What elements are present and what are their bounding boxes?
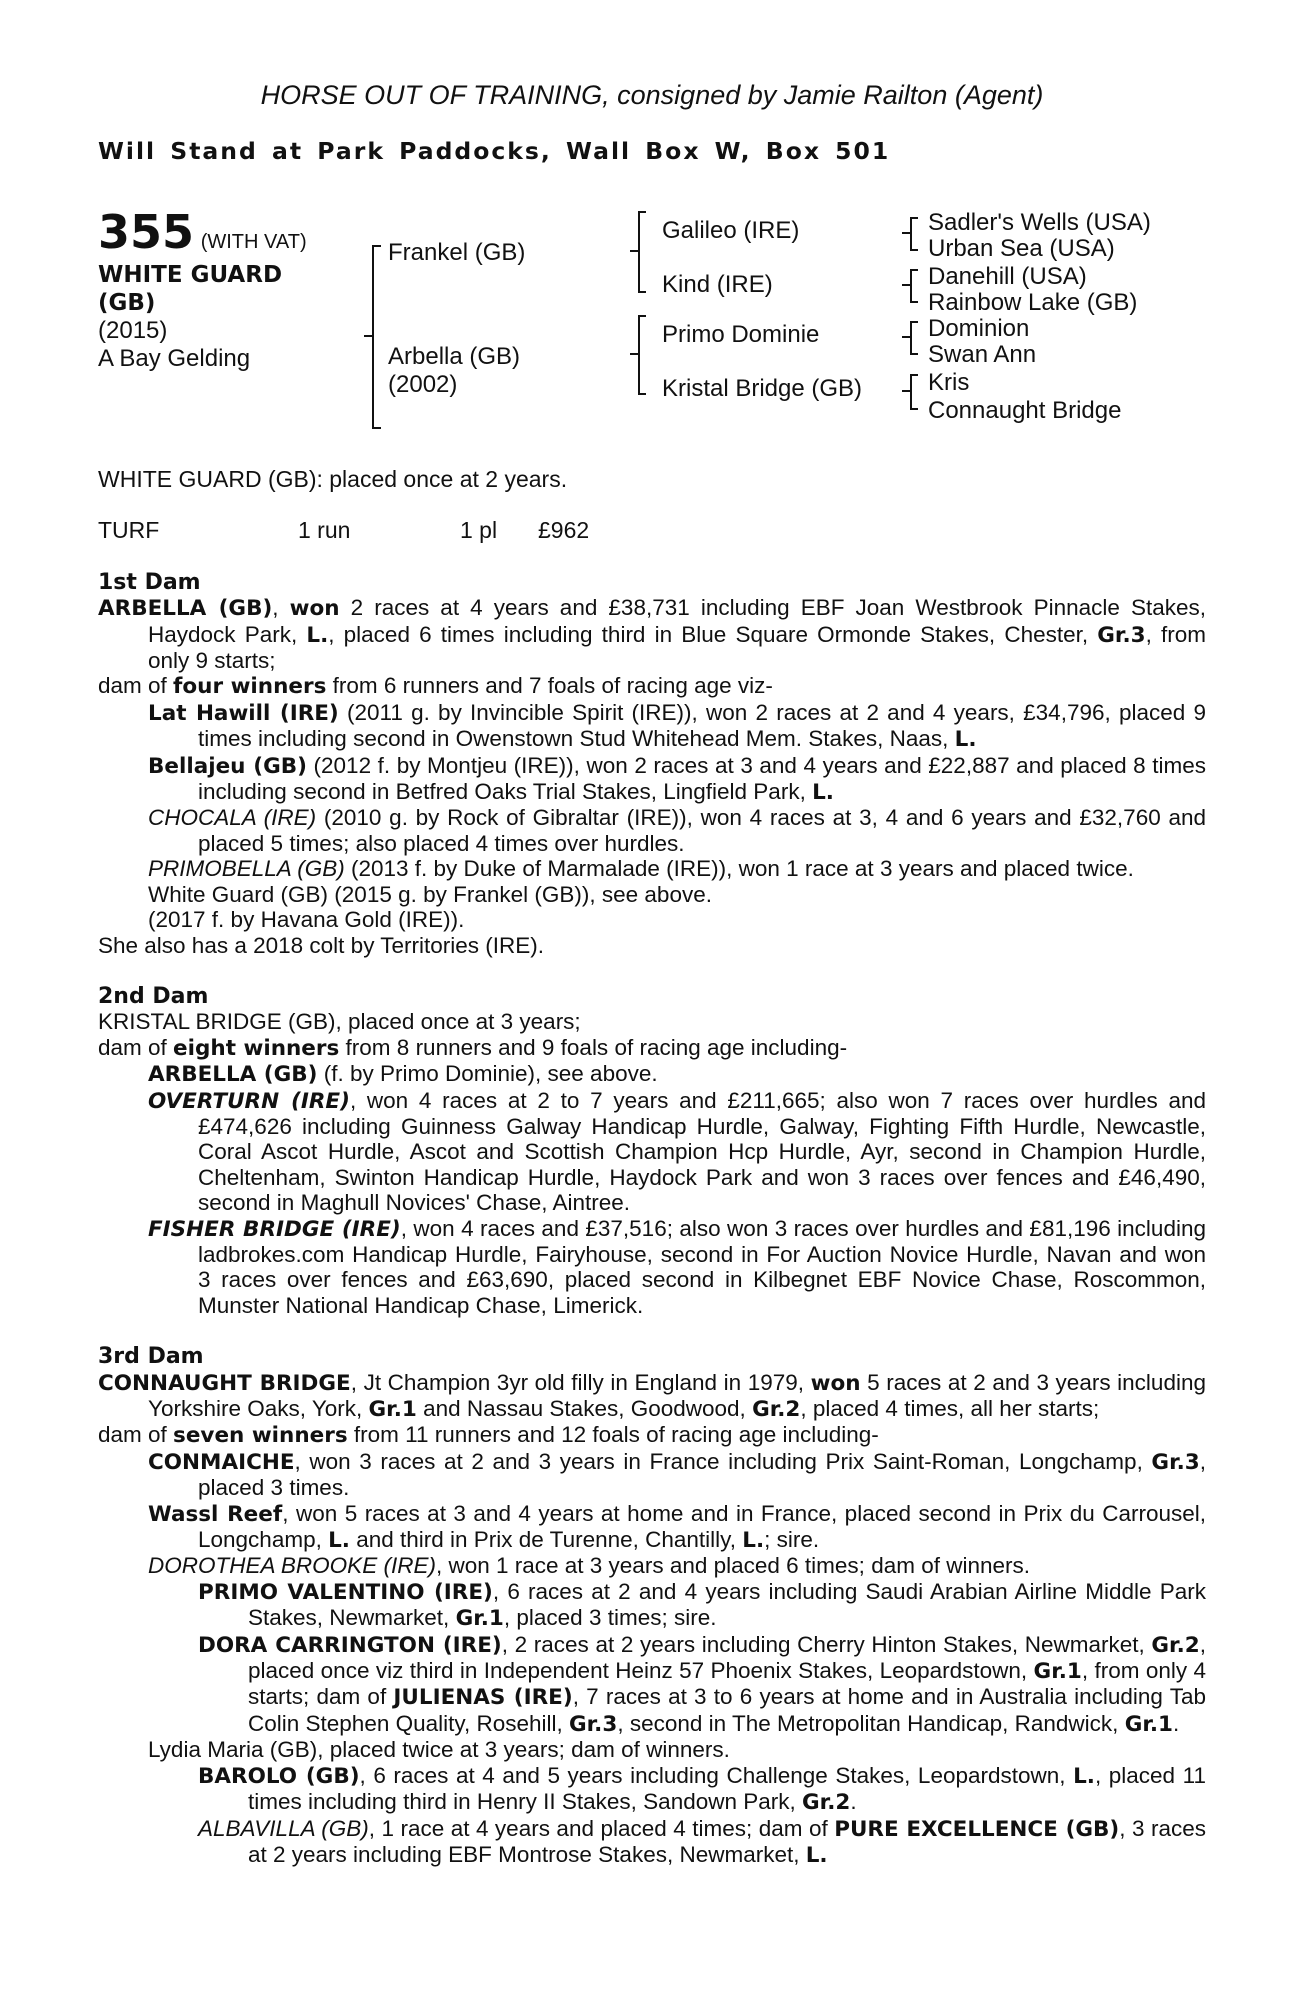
produce-entry (98, 1449, 1206, 1501)
text-run: (2013 f. by Duke of Marmalade (IRE)), won 1 race at 3 years and placed twice. (344, 856, 1134, 882)
stand-location: Will Stand at Park Paddocks, Wall Box W, Box 501 (98, 137, 891, 165)
text-run: , placed 6 times including third in Blue Square Ormonde Stakes, Chester, (328, 621, 1098, 647)
emphasis-text: Gr.3 (1097, 622, 1146, 648)
emphasis-text: DORA CARRINGTON (IRE) (198, 1632, 502, 1658)
text-run: from 6 runners and 7 foals of racing age viz- (326, 673, 773, 699)
emphasis-text: won (810, 1370, 861, 1396)
produce-entry (98, 1553, 1206, 1578)
emphasis-text: L. (812, 780, 834, 806)
record-runs: 1 run (298, 517, 351, 544)
emphasis-text: ARBELLA (GB) (148, 1062, 318, 1088)
emphasis-text: L. (1073, 1763, 1095, 1789)
text-run: and third in Prix de Turenne, Chantilly, (349, 1527, 743, 1553)
text-run: , from only 9 starts; (148, 621, 1206, 674)
emphasis-text: PRIMO VALENTINO (IRE) (198, 1579, 493, 1605)
emphasis-text: Gr.2 (802, 1790, 851, 1816)
text-run: . (1173, 1710, 1180, 1736)
parents-bracket (372, 245, 381, 429)
ggp-urban-sea: Urban Sea (USA) (928, 235, 1115, 262)
sire-parents-bracket-point (630, 250, 638, 252)
text-run: She also has a 2018 colt by Territories (IRE). (98, 932, 545, 958)
text-run: KRISTAL BRIDGE (GB), placed once at 3 years; (98, 1009, 581, 1035)
ggp-connaught-bridge: Connaught Bridge (928, 397, 1122, 424)
race-record (98, 518, 1206, 543)
emphasis-text: CONMAICHE (148, 1449, 295, 1475)
second-dam-record (98, 1009, 1206, 1034)
dam-parents-bracket-point (630, 353, 638, 355)
bracket-ss (910, 217, 918, 251)
produce-entry (98, 1579, 1206, 1632)
consignment-title: HORSE OUT OF TRAINING, consigned by Jamie Railton (Agent) (260, 80, 1044, 110)
produce-entry (98, 700, 1206, 753)
emphasis-text: L. (306, 622, 329, 648)
first-dam-heading: 1st Dam (98, 569, 201, 595)
produce-entry (98, 1632, 1206, 1738)
sire-dam-name: Kind (IRE) (662, 271, 773, 298)
emphasis-text: Gr.1 (368, 1397, 417, 1422)
text-run: , 7 races at 3 to 6 years at home and in Australia including Tab Colin Stephen Quality, Rosehill, (248, 1684, 1206, 1736)
text-run: dam of (98, 1422, 174, 1448)
text-run: 2 races at 4 years and £38,731 including EBF Joan Westbrook Pinnacle Stakes, Haydock Park, (148, 595, 1206, 647)
lot-heading (98, 205, 307, 259)
text-run: , won 1 race at 3 years and placed 6 times; dam of winners. (435, 1553, 1031, 1579)
second-dam-heading: 2nd Dam (98, 983, 209, 1009)
emphasis-text: Gr.1 (1033, 1659, 1082, 1685)
bracket-ds (910, 321, 918, 355)
emphasis-text: seven winners (173, 1423, 348, 1449)
text-run: dam of (98, 673, 174, 699)
ggp-sadlers-wells: Sadler's Wells (USA) (928, 209, 1151, 236)
text-run: , 6 races at 4 and 5 years including Challenge Stakes, Leopardstown, (359, 1762, 1074, 1788)
vat-note: (WITH VAT) (200, 231, 307, 253)
ggp-danehill: Danehill (USA) (928, 263, 1087, 290)
text-run: . (850, 1789, 857, 1815)
horse-foaled-year: (2015) (98, 317, 168, 344)
produce-entry (98, 1501, 1206, 1554)
horse-name-line2: (GB) (98, 290, 156, 316)
produce-entry (98, 753, 1206, 806)
emphasis-text: ALBAVILLA (GB) (198, 1815, 369, 1841)
produce-entry (98, 907, 1206, 932)
text-run: , (272, 595, 290, 621)
text-run: Lydia Maria (GB), placed twice at 3 years; dam of winners. (148, 1737, 730, 1763)
produce-entry (98, 856, 1206, 881)
text-run: , 2 races at 2 years including Cherry Hinton Stakes, Newmarket, (501, 1631, 1152, 1657)
emphasis-text: Lat Hawill (IRE) (148, 700, 339, 726)
emphasis-text: four winners (173, 674, 327, 700)
second-dam-produce-summary (98, 1035, 1206, 1061)
emphasis-text: L. (805, 1842, 828, 1868)
emphasis-text: Bellajeu (GB) (148, 753, 307, 779)
sire-parents-bracket (638, 211, 646, 293)
race-summary: WHITE GUARD (GB): placed once at 2 years. (98, 466, 568, 492)
bracket-sd-point (902, 284, 910, 286)
emphasis-text: L. (954, 727, 977, 753)
text-run: (2012 f. by Montjeu (IRE)), won 2 races at 3 and 4 years and £22,887 and placed 8 times including second in Betfred Oaks Trial Stakes, Lingfield Park, (198, 752, 1206, 805)
text-run: , placed 3 times; sire. (503, 1605, 717, 1631)
dam-sire-name: Primo Dominie (662, 321, 820, 348)
lot-number: 355 (98, 205, 195, 259)
produce-entry (98, 1737, 1206, 1762)
emphasis-text: BAROLO (GB) (198, 1763, 360, 1789)
text-run: from 8 runners and 9 foals of racing age including- (339, 1034, 848, 1060)
first-dam-note (98, 933, 1206, 958)
dam-parents-bracket (638, 315, 646, 395)
text-run: , 1 race at 4 years and placed 4 times; dam of (368, 1815, 835, 1841)
produce-entry (98, 882, 1206, 907)
emphasis-text: Gr.2 (752, 1397, 801, 1422)
emphasis-text: L. (742, 1528, 765, 1554)
text-run: , placed once viz third in Independent Heinz 57 Phoenix Stakes, Leopardstown, (248, 1631, 1206, 1684)
ggp-dominion: Dominion (928, 315, 1030, 342)
text-run: (f. by Primo Dominie), see above. (317, 1061, 658, 1087)
emphasis-text: OVERTURN (IRE) (148, 1088, 350, 1114)
text-run: , won 4 races at 2 to 7 years and £211,665; also won 7 races over hurdles and £474,626 including Guinness Galway Handicap Hurdle, Galway, Fighting Fifth Hurdle, Newcastle, Coral Ascot Hurdle, Ascot and Scottish Champion Hcp Hurdle, Ayr, second in Champion Hurdle, Cheltenham, Swinton Handicap Hurdle, Haydock Park and won 3 races over fences and £46,490, second in Maghull Novices' Chase, Aintree. (198, 1087, 1206, 1216)
bracket-sd (910, 269, 918, 303)
text-run: , second in The Metropolitan Handicap, Randwick, (617, 1710, 1125, 1736)
sire-name: Frankel (GB) (388, 239, 526, 266)
produce-entry (98, 805, 1206, 856)
text-run: , won 4 races and £37,516; also won 3 races over hurdles and £81,196 including ladbrokes.com Handicap Hurdle, Fairyhouse, second in For Auction Novice Hurdle, Navan and won 3 races over fences and £63,690, placed second in Kilbegnet EBF Novice Chase, Roscommon, Munster National Handicap Chase, Limerick. (198, 1215, 1206, 1318)
dam-name: Arbella (GB) (388, 343, 521, 370)
bracket-ss-point (902, 232, 910, 234)
text-run: , from only 4 starts; dam of (248, 1658, 1207, 1710)
catalogue-page (98, 80, 1206, 1868)
text-run: , placed 3 times. (198, 1448, 1206, 1501)
third-dam-record (98, 1370, 1206, 1423)
emphasis-text: L. (328, 1528, 350, 1554)
emphasis-text: FISHER BRIDGE (IRE) (148, 1216, 401, 1242)
emphasis-text: PURE EXCELLENCE (GB) (834, 1816, 1120, 1842)
emphasis-text: won (289, 596, 340, 622)
emphasis-text: Gr.3 (1151, 1449, 1200, 1475)
text-run: ; sire. (764, 1527, 820, 1553)
ggp-rainbow-lake: Rainbow Lake (GB) (928, 289, 1138, 316)
ggp-swan-ann: Swan Ann (928, 341, 1037, 368)
emphasis-text: Gr.2 (1151, 1632, 1200, 1658)
text-run: and Nassau Stakes, Goodwood, (416, 1396, 753, 1421)
text-run: White Guard (GB) (2015 g. by Frankel (GB)), see above. (148, 881, 712, 907)
record-surface: TURF (98, 517, 160, 544)
third-dam-section (98, 1344, 1206, 1868)
first-dam-section (98, 570, 1206, 958)
record-placed: 1 pl (460, 517, 498, 544)
produce-entry (98, 1061, 1206, 1087)
emphasis-text: Wassl Reef (148, 1501, 283, 1527)
text-run: , placed 11 times including third in Henry II Stakes, Sandown Park, (248, 1762, 1206, 1815)
parents-bracket-point (364, 335, 372, 337)
produce-entry (98, 1763, 1206, 1816)
sire-sire-name: Galileo (IRE) (662, 217, 800, 244)
produce-entry (98, 1088, 1206, 1216)
third-dam-heading: 3rd Dam (98, 1344, 204, 1370)
emphasis-text: PRIMOBELLA (GB) (148, 856, 345, 882)
emphasis-text: DOROTHEA BROOKE (IRE) (148, 1553, 436, 1579)
horse-name-line1: WHITE GUARD (98, 262, 283, 288)
emphasis-text: Gr.1 (455, 1606, 504, 1632)
horse-description: A Bay Gelding (98, 345, 251, 372)
bracket-dd-point (902, 390, 910, 392)
ggp-kris: Kris (928, 369, 970, 396)
text-run: , won 3 races at 2 and 3 years in France including Prix Saint-Roman, Longchamp, (294, 1448, 1152, 1474)
dam-dam-name: Kristal Bridge (GB) (662, 375, 863, 402)
first-dam-produce-summary (98, 673, 1206, 699)
emphasis-text: Gr.1 (1124, 1711, 1173, 1737)
pedigree-block (98, 205, 1206, 449)
produce-entry (98, 1216, 1206, 1319)
bracket-dd (910, 374, 918, 410)
text-run: , placed 4 times, all her starts; (800, 1396, 1100, 1421)
text-run: , 3 races at 2 years including EBF Montrose Stakes, Newmarket, (248, 1815, 1207, 1867)
emphasis-text: CHOCALA (IRE) (148, 805, 317, 831)
text-run: from 11 runners and 12 foals of racing age including- (347, 1422, 879, 1448)
produce-entry (98, 1816, 1206, 1869)
first-dam-record (98, 595, 1206, 673)
text-run: (2017 f. by Havana Gold (IRE)). (148, 907, 465, 933)
bracket-ds-point (902, 336, 910, 338)
emphasis-text: eight winners (173, 1035, 340, 1061)
record-earnings: £962 (538, 517, 590, 544)
second-dam-section (98, 984, 1206, 1318)
text-run: (2011 g. by Invincible Spirit (IRE)), won 2 races at 2 and 4 years, £34,796, placed 9 times including second in Owenstown Stud Whitehead Mem. Stakes, Naas, (198, 699, 1206, 752)
text-run: 5 races at 2 and 3 years including Yorkshire Oaks, York, (148, 1369, 1206, 1421)
text-run: dam of (98, 1034, 174, 1060)
dam-year: (2002) (388, 371, 458, 398)
emphasis-text: CONNAUGHT BRIDGE (98, 1370, 351, 1396)
text-run: , 6 races at 2 and 4 years including Saudi Arabian Airline Middle Park Stakes, Newmarket, (248, 1578, 1206, 1631)
third-dam-produce-summary (98, 1422, 1206, 1448)
emphasis-text: ARBELLA (GB) (98, 596, 273, 622)
text-run: , won 5 races at 3 and 4 years at home and in France, placed second in Prix du Carrousel, Longchamp, (198, 1500, 1207, 1553)
text-run: , Jt Champion 3yr old filly in England in 1979, (350, 1369, 811, 1395)
emphasis-text: Gr.3 (569, 1711, 618, 1737)
text-run: (2010 g. by Rock of Gibraltar (IRE)), won 4 races at 3, 4 and 6 years and £32,760 and placed 5 times; also placed 4 times over hurdles. (198, 805, 1206, 856)
emphasis-text: JULIENAS (IRE) (393, 1685, 573, 1711)
